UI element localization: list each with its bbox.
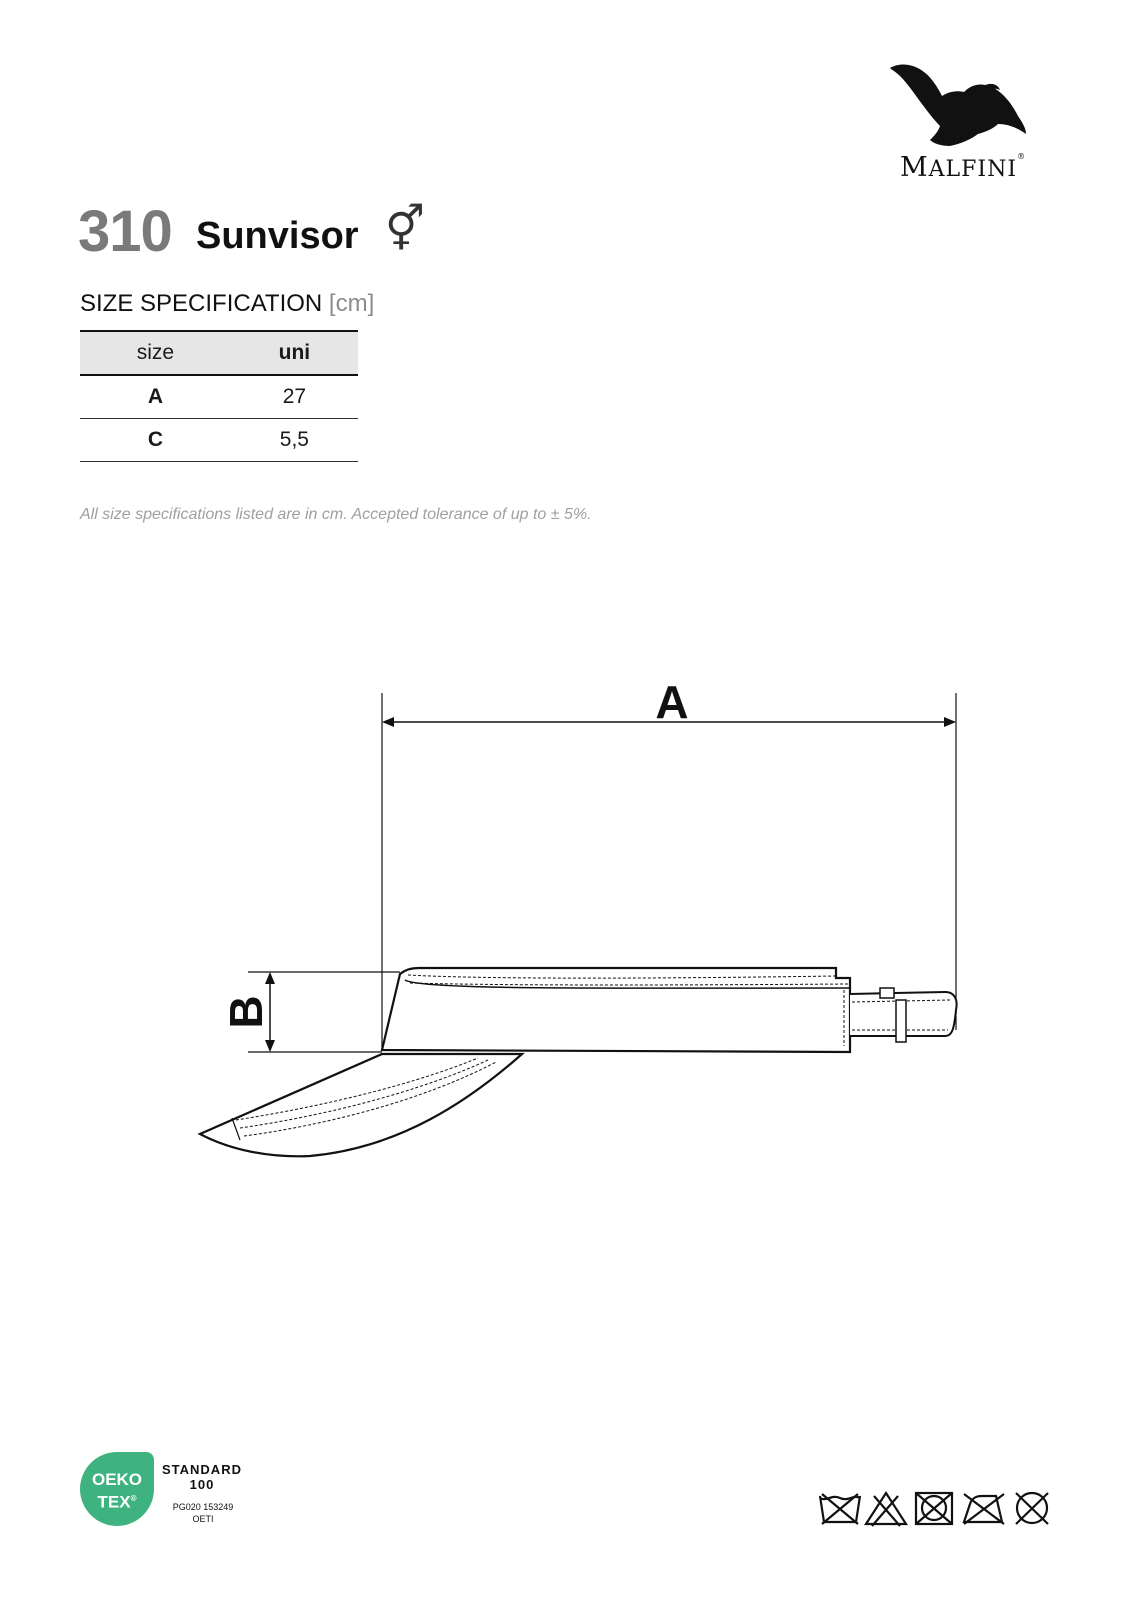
row-value: 5,5 [231, 419, 358, 462]
row-label: A [80, 375, 231, 419]
product-number: 310 [78, 199, 172, 264]
badge-line-1: OEKO [91, 1470, 143, 1489]
dimension-b-label: B [220, 995, 272, 1029]
standard-label: STANDARD 100 [162, 1462, 242, 1492]
size-spec-heading: SIZE SPECIFICATION [cm] [80, 290, 375, 317]
row-label: C [80, 419, 231, 462]
bleach-icon [866, 1493, 906, 1526]
badge-line-2: TEX® [97, 1492, 137, 1512]
tolerance-note: All size specifications listed are in cm. Accepted tolerance of up to ± 5%. [80, 506, 592, 523]
row-value: 27 [231, 375, 358, 419]
dimension-a-label: A [655, 676, 689, 728]
product-name: Sunvisor [196, 215, 359, 257]
column-header-size: size [80, 331, 231, 375]
oeko-tex-badge [80, 1452, 154, 1526]
brand-name: MALFINI® [900, 152, 1027, 183]
no-tumble-dry-icon [916, 1493, 952, 1524]
column-header-uni: uni [231, 331, 358, 375]
no-dry-clean-icon [1016, 1493, 1048, 1524]
care-symbols [818, 1490, 1054, 1528]
hand-wash-icon [820, 1494, 860, 1524]
certificate-number: PG020 153249 OETI [172, 1502, 234, 1524]
unisex-icon: ⚥ [385, 204, 425, 255]
no-iron-icon [964, 1494, 1004, 1524]
